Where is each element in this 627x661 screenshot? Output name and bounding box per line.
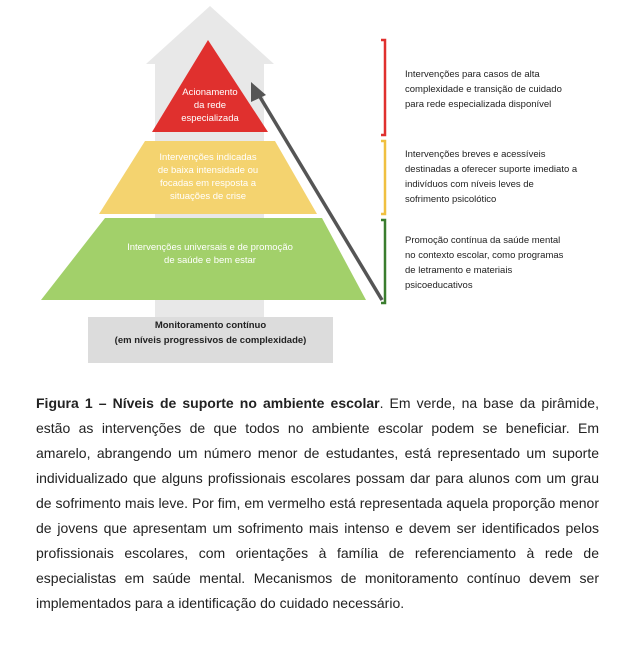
bracket-red [381, 40, 385, 135]
tier-red-label: Acionamento da rede especializada [181, 87, 239, 124]
tier-green-label: Intervenções universais e de promoção de saúde e bem estar [127, 242, 293, 266]
caption-title: Figura 1 – Níveis de suporte no ambiente escolar [36, 395, 380, 411]
note-yellow: Intervenções breves e acessíveis destinadas a oferecer suporte imediato a indivíduos com níveis leves de sofrimento psicolótico [405, 149, 578, 205]
monitoring-label: Monitoramento contínuo (em níveis progressivos de complexidade) [114, 320, 307, 346]
note-green: Promoção contínua da saúde mental no contexto escolar, como programas de letramento e materiais psicoeducativos [405, 235, 564, 291]
tier-yellow-label: Intervenções indicadas de baixa intensidade ou focadas em resposta a situações de crise [157, 152, 259, 202]
note-red: Intervenções para casos de alta complexidade e transição de cuidado para rede especializada disponível [405, 69, 562, 110]
caption-body: . Em verde, na base da pirâmide, estão as intervenções de que todos no ambiente escolar podem se beneficiar. Em amarelo, abrangendo um número menor de estudantes, está representado um suporte individualizado que alguns profissionais escolares possam dar para alunos com um grau de sofrimento mais leve. Por fim, em vermelho está representada aquela proporção menor de jovens que apresentam um sofrimento mais intenso e devem ser identificados pelos profissionais escolares, com orientações à família de referenciamento à rede de especialistas em saúde mental. Mecanismos de monitoramento contínuo devem ser implementados para a identificação do cuidado necessário. [36, 395, 599, 611]
bracket-green [381, 220, 385, 303]
bracket-yellow [381, 141, 385, 214]
figure-caption [36, 391, 599, 616]
